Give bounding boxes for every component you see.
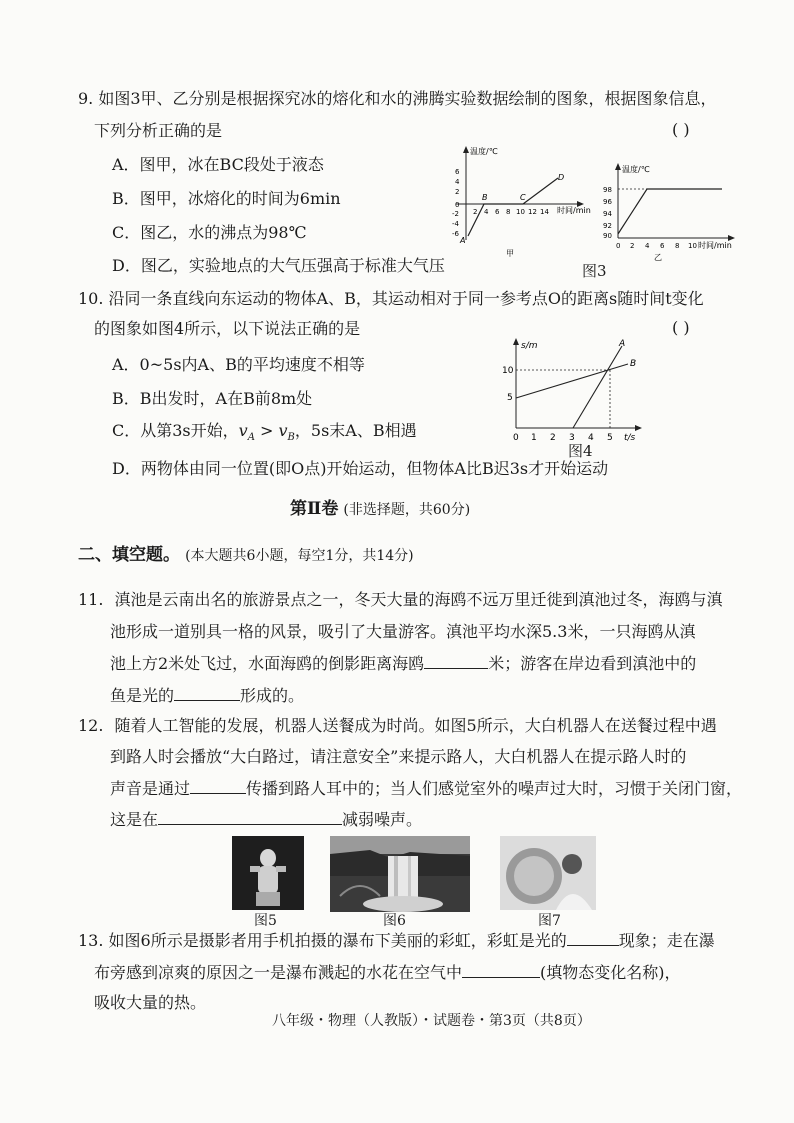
q12-text1: 随着人工智能的发展，机器人送餐成为时尚。如图5所示，大白机器人在送餐过程中遇 (114, 716, 717, 735)
q13-line1-text-b: 现象；走在瀑 (618, 931, 715, 950)
figure4-caption: 图4 (568, 442, 593, 460)
fig3-yi-xtick: 0 (616, 242, 621, 250)
q10-number: 10. (78, 289, 104, 308)
fig3-jia-point-b: B (482, 193, 488, 202)
fig3-jia-ytick: 6 (455, 168, 460, 176)
figure3-yi-graph (600, 162, 740, 262)
fig3-yi-xtick: 6 (660, 242, 665, 250)
q11-text1: 滇池是云南出名的旅游景点之一，冬天大量的海鸥不远万里迁徙到滇池过冬，海鸥与滇 (114, 590, 723, 609)
fig3-jia-xtick: 2 (473, 208, 478, 216)
q13-number: 13. (78, 931, 104, 950)
figure5-robot-photo (232, 836, 304, 910)
fill-section-title: 二、填空题。 (78, 545, 180, 565)
fig3-yi-ytick: 92 (603, 222, 612, 230)
q10-stem-line2: 的图象如图4所示，以下说法正确的是 (94, 319, 361, 338)
q11-line4-text-a: 鱼是光的 (110, 686, 175, 705)
figure5-caption: 图5 (254, 913, 277, 929)
fig3-jia-xlabel: 时间/min (557, 206, 591, 215)
q12-line3-text-b: 传播到路人耳中的；当人们感觉室外的噪声过大时，习惯于关闭门窗， (246, 779, 743, 798)
fig3-jia-xtick: 6 (495, 208, 500, 216)
figure3-caption: 图3 (582, 262, 607, 280)
fig3-jia-ylabel: 温度/℃ (470, 147, 498, 156)
q12-line1 (78, 715, 717, 737)
fig4-ytick: 10 (502, 366, 514, 376)
q11-number: 11. (78, 590, 104, 609)
q11-line2: 池形成一道别具一格的风景，吸引了大量游客。滇池平均水深5.3米，一只海鸥从滇 (110, 622, 696, 641)
fig4-xtick: 0 (513, 433, 519, 443)
figure6-caption: 图6 (383, 913, 406, 929)
q12-line4-text-b: 减弱噪声。 (342, 810, 423, 829)
q13-line2 (94, 961, 681, 984)
fig3-jia-point-a: A (460, 236, 466, 245)
fig3-jia-xtick: 14 (540, 208, 549, 216)
fig3-yi-ytick: 96 (603, 198, 612, 206)
q12-blank2[interactable] (158, 808, 342, 825)
q11-line4-text-b: 形成的。 (240, 686, 305, 705)
q11-blank2[interactable] (174, 684, 240, 701)
fig3-jia-name: 甲 (506, 249, 514, 258)
q11-line3-text-b: 米；游客在岸边看到滇池中的 (488, 654, 697, 673)
q11-line1 (78, 589, 723, 611)
fig3-jia-xtick: 12 (528, 208, 537, 216)
section2-note: (非选择题，共60分) (343, 502, 471, 518)
fig4-xtick: 5 (607, 433, 613, 443)
fig4-label-b: B (630, 359, 637, 369)
fig4-xtick: 4 (588, 433, 594, 443)
fig3-yi-xlabel: 时间/min (698, 241, 732, 250)
q12-blank1[interactable] (190, 777, 246, 794)
fig3-jia-point-c: C (520, 193, 526, 202)
fig3-yi-ytick: 90 (603, 232, 612, 240)
figure6-waterfall-photo (330, 836, 470, 912)
q11-blank1[interactable] (424, 652, 488, 669)
q13-line2-text-b: (填物态变化名称)， (540, 963, 681, 982)
fig3-jia-xtick: 10 (516, 208, 525, 216)
q9-stem-line2: 下列分析正确的是 (94, 121, 223, 140)
q11-line4 (110, 684, 304, 707)
fig3-yi-xtick: 2 (630, 242, 635, 250)
q10-option-c-vb: $v_B$ (278, 421, 295, 444)
fig3-jia-ytick: 2 (455, 188, 460, 196)
q10-option-a: A．0~5s内A、B的平均速度不相等 (112, 355, 365, 374)
fig4-label-a: A (619, 339, 626, 349)
fig3-yi-ytick: 98 (603, 186, 612, 194)
q10-option-c-gt: > (254, 421, 279, 440)
fig3-jia-ytick: 4 (455, 178, 460, 186)
q9-answer-paren: ( ) (672, 120, 690, 139)
q13-line3: 吸收大量的热。 (94, 993, 207, 1012)
fig3-yi-ytick: 94 (603, 210, 612, 218)
fig3-jia-curve (468, 178, 558, 236)
q9-stem-line1 (78, 88, 717, 110)
fig4-line-a (573, 346, 622, 428)
q10-option-b: B．B出发时，A在B前8m处 (112, 389, 313, 408)
q13-line1 (78, 929, 715, 952)
figure4-graph (500, 336, 650, 446)
q9-option-a: A．图甲，冰在BC段处于液态 (112, 155, 324, 174)
q13-blank2[interactable] (462, 961, 540, 978)
fig4-xtick: 3 (569, 433, 575, 443)
q13-line2-text-a: 布旁感到凉爽的原因之一是瀑布溅起的水花在空气中 (94, 963, 463, 982)
q9-option-d: D．图乙，实验地点的大气压强高于标准大气压 (112, 256, 445, 275)
q9-option-c: C．图乙，水的沸点为98℃ (112, 223, 307, 242)
q12-line4-text-a: 这是在 (110, 810, 159, 829)
q10-option-c-tail: ，5s末A、B相遇 (294, 421, 417, 440)
q11-line3 (110, 652, 696, 675)
figure7-photo (500, 836, 596, 910)
fig3-jia-ytick: -2 (452, 210, 459, 218)
fig4-xlabel: t/s (624, 433, 636, 443)
q13-line1-text-a: 如图6所示是摄影者用手机拍摄的瀑布下美丽的彩虹，彩虹是光的 (108, 931, 567, 950)
fig4-line-b (516, 364, 628, 398)
figure3-jia-graph (446, 142, 596, 262)
q10-option-c (112, 420, 417, 449)
q12-line3-text-a: 声音是通过 (110, 779, 191, 798)
fig4-ytick: 5 (507, 393, 513, 403)
fig4-xtick: 2 (550, 433, 556, 443)
q11-line3-text-a: 池上方2米处飞过，水面海鸥的倒影距离海鸥 (110, 654, 425, 673)
fig3-yi-curve (618, 189, 722, 234)
q12-line4 (110, 808, 422, 831)
fig4-ylabel: s/m (521, 341, 538, 351)
q13-blank1[interactable] (567, 929, 619, 946)
q10-option-c-text: C．从第3s开始， (112, 421, 239, 440)
q10-answer-paren: ( ) (672, 318, 690, 337)
q9-stem-text1: 如图3甲、乙分别是根据探究冰的熔化和水的沸腾实验数据绘制的图象，根据图象信息， (98, 89, 717, 108)
fig3-yi-xtick: 10 (688, 242, 697, 250)
fig3-jia-ytick: -4 (452, 220, 459, 228)
q10-option-d: D．两物体由同一位置(即O点)开始运动，但物体A比B迟3s才开始运动 (112, 459, 609, 478)
q9-option-b: B．图甲，冰熔化的时间为6min (112, 189, 341, 208)
q9-number: 9. (78, 89, 94, 108)
fig3-yi-name: 乙 (654, 253, 662, 262)
fig3-yi-xtick: 4 (645, 242, 650, 250)
page-footer: 八年级・物理（人教版）・试题卷・第3页（共8页） (272, 1013, 591, 1029)
fill-section-note: (本大题共6小题，每空1分，共14分) (185, 548, 414, 564)
fig3-yi-xtick: 8 (675, 242, 680, 250)
figure7-caption: 图7 (538, 913, 561, 929)
fig3-jia-xtick: 4 (484, 208, 489, 216)
q10-stem-line1 (78, 288, 704, 310)
fig3-yi-ylabel: 温度/℃ (622, 165, 650, 174)
fill-section-header (78, 544, 414, 567)
fig4-xtick: 1 (531, 433, 537, 443)
q10-option-c-va: $v_A$ (238, 421, 255, 444)
section2-title: 第Ⅱ卷 (290, 499, 339, 519)
q12-line2: 到路人时会播放“大白路过，请注意安全”来提示路人，大白机器人在提示路人时的 (110, 747, 687, 766)
fig3-jia-ytick: -6 (452, 230, 459, 238)
q12-line3 (110, 777, 742, 800)
section2-header (290, 498, 470, 521)
fig3-jia-ytick: 0 (455, 201, 460, 209)
fig3-jia-point-d: D (558, 173, 565, 182)
q12-number: 12. (78, 716, 104, 735)
q10-stem-text1: 沿同一条直线向东运动的物体A、B，其运动相对于同一参考点O的距离s随时间t变化 (108, 289, 704, 308)
fig3-jia-xtick: 8 (506, 208, 511, 216)
